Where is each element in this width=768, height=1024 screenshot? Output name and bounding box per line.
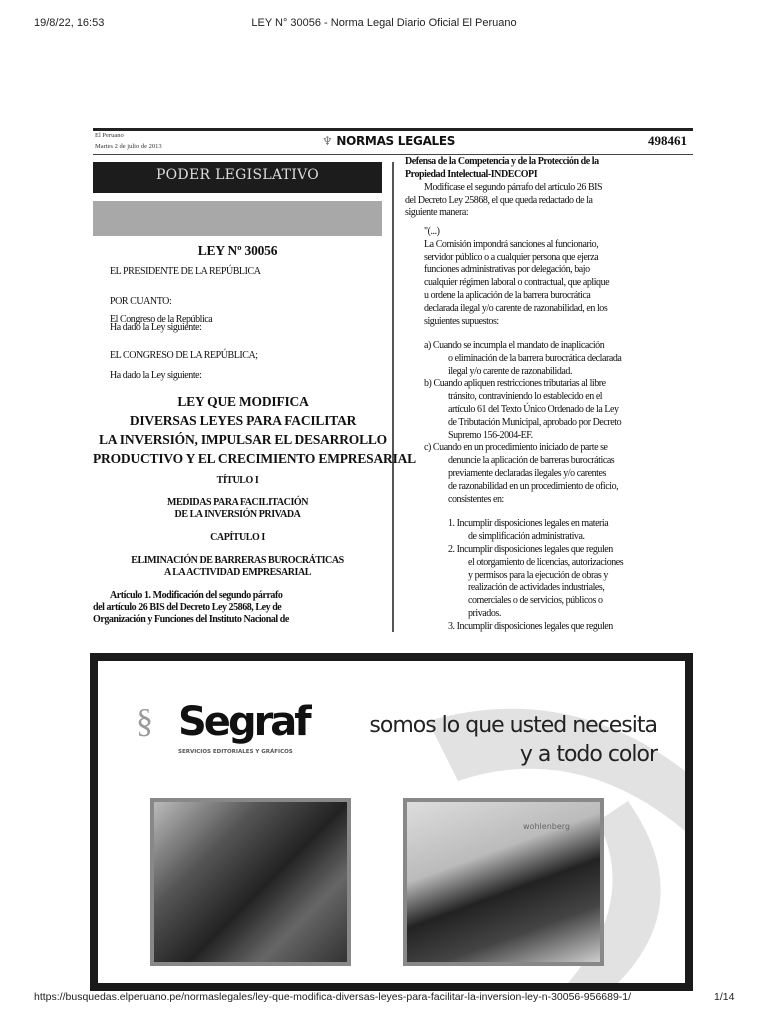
law-heading: PRODUCTIVO Y EL CRECIMIENTO EMPRESARIAL	[93, 451, 416, 466]
slogan-line-2: y a todo color	[519, 742, 657, 767]
masthead-rule	[93, 128, 693, 131]
capitulo-subheading: A LA ACTIVIDAD EMPRESARIAL	[164, 567, 311, 578]
law-heading: DIVERSAS LEYES PARA FACILITAR	[129, 413, 357, 428]
sub-list-item-cont: de simplificación administrativa.	[468, 531, 585, 543]
list-item: a) Cuando se incumpla el mandato de inaplicación	[424, 340, 605, 351]
capitulo-subheading: ELIMINACIÓN DE BARRERAS BUROCRÁTICAS	[131, 555, 344, 566]
sub-list-item: 2. Incumplir disposiciones legales que regulen	[448, 544, 613, 555]
list-item-cont: denuncie la aplicación de barreras burocráticas	[448, 455, 615, 467]
list-item: b) Cuando apliquen restricciones tributarias al libre	[424, 378, 606, 390]
sub-list-item-cont: privados.	[468, 608, 501, 619]
sub-list-item: 1. Incumplir disposiciones legales en materia	[448, 518, 609, 530]
body-line: Ha dado la Ley siguiente:	[110, 322, 202, 333]
quote-line: servidor público o a cualquier persona que ejerza	[424, 251, 599, 263]
sub-list-item-cont: comerciales o de servicios, públicos o	[468, 595, 603, 607]
list-item-cont: tránsito, contraviniendo lo establecido en el	[448, 391, 603, 403]
print-datetime: 19/8/22, 16:53	[34, 17, 105, 29]
segraf-advertisement	[90, 653, 693, 991]
sub-list-item: 3. Incumplir disposiciones legales que regulen	[448, 620, 613, 632]
quote-line: La Comisión impondrá sanciones al funcionario,	[424, 238, 599, 250]
capitulo-heading: CAPÍTULO I	[210, 532, 265, 543]
list-item-cont: previamente declaradas ilegales y/o carentes	[448, 468, 606, 479]
brand-tagline: SERVICIOS EDITORIALES Y GRÁFICOS	[178, 749, 293, 755]
section-band: PODER LEGISLATIVO	[93, 162, 382, 193]
quote-line: u ordene la aplicación de la barrera burocrática	[424, 290, 591, 301]
issue-date: Martes 2 de julio de 2013	[95, 143, 162, 150]
body-line: siguiente manera:	[405, 207, 469, 218]
article-heading: Propiedad Intelectual-INDECOPI	[405, 168, 538, 180]
list-item: c) Cuando en un procedimiento iniciado de parte se	[424, 442, 608, 454]
page-url: https://busquedas.elperuano.pe/normaslegales/ley-que-modifica-diversas-leyes-para-facilitar-la-inversion-ley-n-30056-956689-1/	[34, 991, 632, 1003]
sub-list-item-cont: y permisos para la ejecución de obras y	[468, 569, 608, 581]
quote-line: declarada ilegal y/o carente de razonabilidad, en los	[424, 302, 608, 314]
page-count: 1/14	[714, 991, 735, 1003]
quote-line: cualquier régimen laboral o contractual, que aplique	[424, 277, 610, 289]
slogan-line-1: somos lo que usted necesita	[369, 713, 657, 738]
brand-name: Segraf	[178, 699, 309, 745]
divider	[93, 154, 693, 155]
body-line: El Congreso de la República	[110, 314, 213, 325]
page-number: 498461	[648, 133, 687, 148]
list-item-cont: ilegal y/o carente de razonabilidad.	[448, 365, 573, 377]
body-line: EL CONGRESO DE LA REPÚBLICA;	[110, 350, 258, 361]
coat-of-arms-icon: ♆	[322, 134, 337, 148]
list-item-cont: artículo 61 del Texto Único Ordenado de la Ley	[448, 404, 619, 415]
law-title: LEY Nº 30056	[197, 243, 278, 258]
body-line: EL PRESIDENTE DE LA REPÚBLICA	[110, 266, 261, 277]
list-item-cont: de razonabilidad en un procedimiento de oficio,	[448, 480, 619, 492]
titulo-subheading: MEDIDAS PARA FACILITACIÓN	[167, 497, 308, 508]
sub-list-item-cont: realización de actividades industriales,	[468, 582, 605, 594]
section-title: ♆ NORMAS LEGALES	[322, 134, 456, 148]
paper-cutter-photo	[403, 798, 604, 966]
body-line: del Decreto Ley 25868, el que queda redactado de la	[405, 194, 593, 206]
list-item-cont: o eliminación de la barrera burocrática declarada	[448, 352, 622, 364]
list-item-cont: consistentes en:	[448, 493, 504, 505]
body-line: Modifícase el segundo párrafo del artículo 26 BIS	[424, 182, 603, 193]
quote-line: funciones administrativas por delegación, bajo	[424, 264, 590, 276]
law-heading: LA INVERSIÓN, IMPULSAR EL DESARROLLO	[99, 432, 387, 447]
printing-press-photo	[150, 798, 351, 966]
article-heading: del artículo 26 BIS del Decreto Ley 25868, Ley de	[93, 602, 282, 613]
article-heading: Defensa de la Competencia y de la Protección de la	[405, 156, 599, 167]
titulo-subheading: DE LA INVERSIÓN PRIVADA	[174, 509, 301, 520]
law-heading: LEY QUE MODIFICA	[177, 394, 309, 409]
list-item-cont: de Tributación Municipal, aprobado por Decreto	[448, 416, 622, 428]
paper-name: El Peruano	[95, 132, 124, 139]
gray-band	[93, 201, 382, 236]
sub-list-item-cont: el otorgamiento de licencias, autorizaciones	[468, 556, 624, 568]
article-heading: Artículo 1. Modificación del segundo párrafo	[110, 590, 283, 601]
article-heading: Organización y Funciones del Instituto Nacional de	[93, 614, 289, 625]
body-line: POR CUANTO:	[110, 296, 172, 307]
segraf-logo-icon: §	[136, 703, 153, 740]
titulo-heading: TÍTULO I	[216, 475, 259, 486]
print-title: LEY N° 30056 - Norma Legal Diario Oficial El Peruano	[251, 17, 517, 29]
machine-label: wohlenberg	[523, 822, 570, 831]
list-item-cont: Supremo 156-2004-EF.	[448, 429, 533, 441]
quote-line: "(...)	[424, 226, 440, 237]
quote-line: siguientes supuestos:	[424, 315, 499, 327]
body-line: Ha dado la Ley siguiente:	[110, 370, 202, 381]
